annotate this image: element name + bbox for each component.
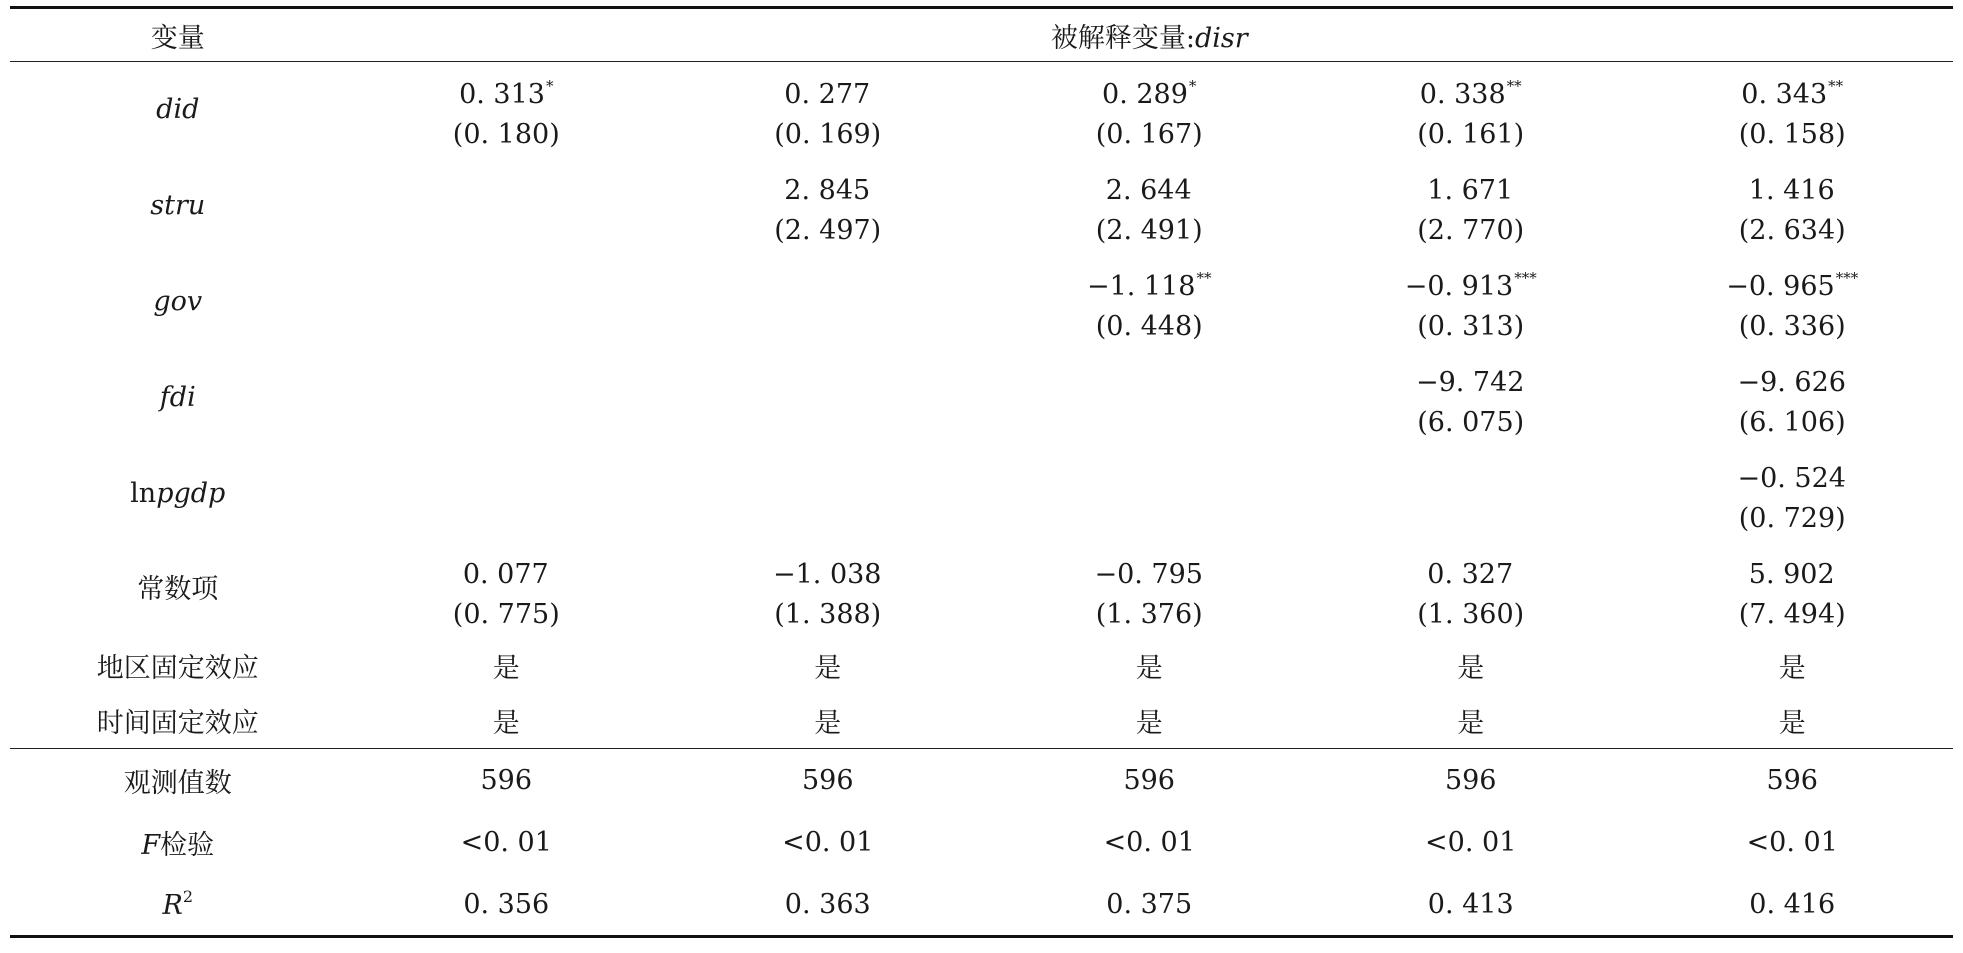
coefficient-line (1310, 546, 1631, 595)
coefficient-cell (346, 254, 667, 350)
r-squared-cell: 0. 375 (988, 873, 1309, 937)
variable-name-prefix: ln (130, 478, 157, 509)
standard-error-value: (0. 161) (1417, 118, 1525, 150)
standard-error-value: (0. 180) (452, 118, 560, 150)
coefficient-line (988, 162, 1309, 211)
standard-error-value: (6. 075) (1417, 406, 1525, 438)
coefficient-cell (1631, 158, 1953, 254)
coefficient-line (667, 278, 988, 327)
coefficient-value: −0. 795 (1094, 558, 1203, 590)
table-row (10, 62, 1953, 159)
r-squared-exponent: 2 (182, 887, 194, 906)
coefficient-line (346, 66, 667, 115)
coefficient-cell (667, 158, 988, 254)
coefficient-cell (988, 158, 1309, 254)
fixed-effect-row (10, 638, 1953, 693)
variable-name-italic: stru (150, 190, 206, 221)
coefficient-value: −0. 965 (1726, 270, 1835, 302)
f-test-text: 检验 (160, 829, 215, 861)
fixed-effect-cell: 是 (1457, 653, 1485, 684)
coefficient-value: 2. 644 (1105, 174, 1192, 206)
dependent-variable-header (346, 8, 1953, 62)
coefficient-line (1631, 66, 1953, 115)
coefficient-cell (667, 350, 988, 446)
table-row (10, 350, 1953, 446)
f-test-label (10, 811, 346, 873)
standard-error-value: (2. 634) (1738, 214, 1846, 246)
coefficient-cell (667, 254, 988, 350)
coefficient-line (667, 374, 988, 423)
standard-error-value: (1. 388) (774, 598, 882, 630)
coefficient-line (667, 470, 988, 519)
f-test-cell: <0. 01 (1425, 826, 1517, 858)
standard-error-value: (7. 494) (1738, 598, 1846, 630)
observations-cell: 596 (1123, 764, 1175, 796)
coefficient-cell (1310, 62, 1631, 159)
standard-error-value: (0. 729) (1738, 502, 1846, 534)
coefficient-line (988, 374, 1309, 423)
coefficient-cell (988, 350, 1309, 446)
standard-error-value: (2. 770) (1417, 214, 1525, 246)
coefficient-line (667, 66, 988, 115)
variable-name-italic: fdi (159, 382, 196, 413)
r-squared-label (10, 873, 346, 937)
table-row (10, 446, 1953, 542)
fixed-effect-cell: 是 (1135, 653, 1163, 684)
variable-name (10, 350, 346, 446)
coefficient-line (1310, 66, 1631, 115)
f-test-cell: <0. 01 (1103, 826, 1195, 858)
coefficient-line (988, 258, 1309, 307)
coefficient-cell (1310, 542, 1631, 638)
regression-table (10, 6, 1953, 938)
variable-name (10, 158, 346, 254)
coefficient-line (346, 546, 667, 595)
coefficient-cell (1631, 446, 1953, 542)
standard-error-value: (6. 106) (1738, 406, 1846, 438)
fixed-effect-cell: 是 (492, 653, 520, 684)
coefficient-cell (1310, 446, 1631, 542)
coefficient-line (667, 162, 988, 211)
observations-label: 观测值数 (123, 767, 232, 799)
coefficient-line (1631, 546, 1953, 595)
observations-row (10, 749, 1953, 812)
significance-stars: ** (1196, 268, 1212, 287)
coefficient-cell (988, 542, 1309, 638)
fixed-effect-cell: 是 (1631, 693, 1953, 749)
coefficient-cell (346, 542, 667, 638)
coefficient-value: 5. 902 (1748, 558, 1835, 590)
variable-name-prefix: 常数项 (137, 574, 219, 605)
fixed-effect-cell: 是 (1778, 653, 1806, 684)
coefficient-value: −0. 913 (1404, 270, 1514, 302)
coefficient-cell (346, 62, 667, 159)
standard-error-value: (0. 775) (452, 598, 560, 630)
coefficient-cell (1631, 62, 1953, 159)
f-test-cell: <0. 01 (782, 826, 874, 858)
coefficient-line (667, 546, 988, 595)
coefficient-line (346, 278, 667, 327)
fixed-effect-cell: 是 (667, 693, 988, 749)
f-test-cell: <0. 01 (460, 826, 552, 858)
standard-error-value: (0. 167) (1095, 118, 1203, 150)
coefficient-cell (667, 62, 988, 159)
coefficient-value: 1. 416 (1748, 174, 1835, 206)
significance-stars: *** (1514, 268, 1537, 287)
coefficient-line (988, 470, 1309, 519)
coefficient-value: 0. 313 (459, 78, 545, 110)
f-symbol: F (141, 829, 161, 861)
coefficient-line (346, 470, 667, 519)
variable-name-italic: did (156, 94, 200, 125)
coefficient-line (1310, 354, 1631, 403)
observations-cell: 596 (1766, 764, 1818, 796)
fixed-effect-row (10, 693, 1953, 749)
variable-name (10, 254, 346, 350)
significance-stars: * (545, 76, 554, 95)
standard-error-value: (0. 313) (1417, 310, 1525, 342)
coefficient-cell (1310, 350, 1631, 446)
coefficient-value: −0. 524 (1737, 462, 1846, 494)
coefficient-line (1631, 162, 1953, 211)
coefficient-value: 0. 327 (1427, 558, 1514, 590)
coefficient-line (1631, 258, 1953, 307)
r-squared-cell: 0. 413 (1310, 873, 1631, 937)
standard-error-value: (2. 491) (1095, 214, 1203, 246)
f-test-cell: <0. 01 (1746, 826, 1838, 858)
variable-name (10, 62, 346, 159)
coefficient-value: −9. 626 (1737, 366, 1846, 398)
standard-error-value: (0. 169) (774, 118, 882, 150)
r-squared-cell: 0. 356 (346, 873, 667, 937)
fixed-effect-rows (10, 638, 1953, 749)
statistic-rows (10, 749, 1953, 937)
significance-stars: * (1188, 76, 1197, 95)
coefficient-cell (1310, 254, 1631, 350)
dependent-var-name: disr (1194, 22, 1248, 54)
variable-name (10, 446, 346, 542)
coefficient-line (1310, 258, 1631, 307)
table-row (10, 254, 1953, 350)
standard-error-value: (1. 360) (1417, 598, 1525, 630)
coefficient-value: 0. 277 (784, 78, 871, 110)
coefficient-rows (10, 62, 1953, 639)
fixed-effect-cell: 是 (814, 653, 842, 684)
coefficient-cell (988, 446, 1309, 542)
coefficient-cell (667, 446, 988, 542)
r-symbol: R (162, 890, 183, 921)
coefficient-value: 0. 343 (1741, 78, 1828, 110)
coefficient-line (1631, 354, 1953, 403)
coefficient-cell (1631, 254, 1953, 350)
coefficient-cell (346, 446, 667, 542)
standard-error-value: (0. 448) (1095, 310, 1203, 342)
table-row (10, 542, 1953, 638)
table-header-row (10, 8, 1953, 62)
fixed-effect-cell: 是 (1310, 693, 1631, 749)
significance-stars: ** (1828, 76, 1844, 95)
coefficient-cell (988, 62, 1309, 159)
coefficient-value: −9. 742 (1415, 366, 1525, 398)
fixed-effect-label: 时间固定效应 (10, 693, 346, 749)
significance-stars: ** (1506, 76, 1522, 95)
coefficient-line (1631, 450, 1953, 499)
coefficient-cell (346, 350, 667, 446)
coefficient-cell (1631, 542, 1953, 638)
coefficient-line (346, 374, 667, 423)
observations-cell: 596 (480, 764, 533, 796)
fixed-effect-cell: 是 (346, 693, 667, 749)
standard-error-value: (2. 497) (774, 214, 882, 246)
variable-column-header: 变量 (10, 8, 346, 62)
variable-name-italic: pgdp (156, 478, 226, 509)
f-test-row (10, 811, 1953, 873)
coefficient-cell (667, 542, 988, 638)
coefficient-cell (988, 254, 1309, 350)
coefficient-value: −1. 038 (772, 558, 882, 590)
variable-name-italic: gov (153, 286, 203, 317)
coefficient-line (1310, 162, 1631, 211)
coefficient-line (1310, 470, 1631, 519)
table-row (10, 158, 1953, 254)
variable-name (10, 542, 346, 638)
coefficient-value: 0. 077 (462, 558, 549, 590)
coefficient-line (988, 66, 1309, 115)
coefficient-line (988, 546, 1309, 595)
significance-stars: *** (1835, 268, 1859, 287)
dependent-label: 被解释变量: (1050, 22, 1195, 54)
coefficient-value: 1. 671 (1427, 174, 1514, 206)
r-squared-row (10, 873, 1953, 937)
coefficient-value: −1. 118 (1086, 270, 1196, 302)
standard-error-value: (0. 336) (1738, 310, 1846, 342)
r-squared-cell: 0. 363 (667, 873, 988, 937)
coefficient-value: 0. 338 (1419, 78, 1506, 110)
observations-cell: 596 (801, 764, 854, 796)
standard-error-value: (1. 376) (1095, 598, 1203, 630)
coefficient-value: 0. 289 (1102, 78, 1188, 110)
r-squared-cell: 0. 416 (1631, 873, 1953, 937)
fixed-effect-label: 地区固定效应 (96, 653, 259, 684)
coefficient-value: 2. 845 (784, 174, 871, 206)
fixed-effect-cell: 是 (988, 693, 1309, 749)
observations-cell: 596 (1444, 764, 1497, 796)
coefficient-cell (1310, 158, 1631, 254)
coefficient-cell (346, 158, 667, 254)
coefficient-cell (1631, 350, 1953, 446)
coefficient-line (346, 182, 667, 231)
standard-error-value: (0. 158) (1738, 118, 1846, 150)
